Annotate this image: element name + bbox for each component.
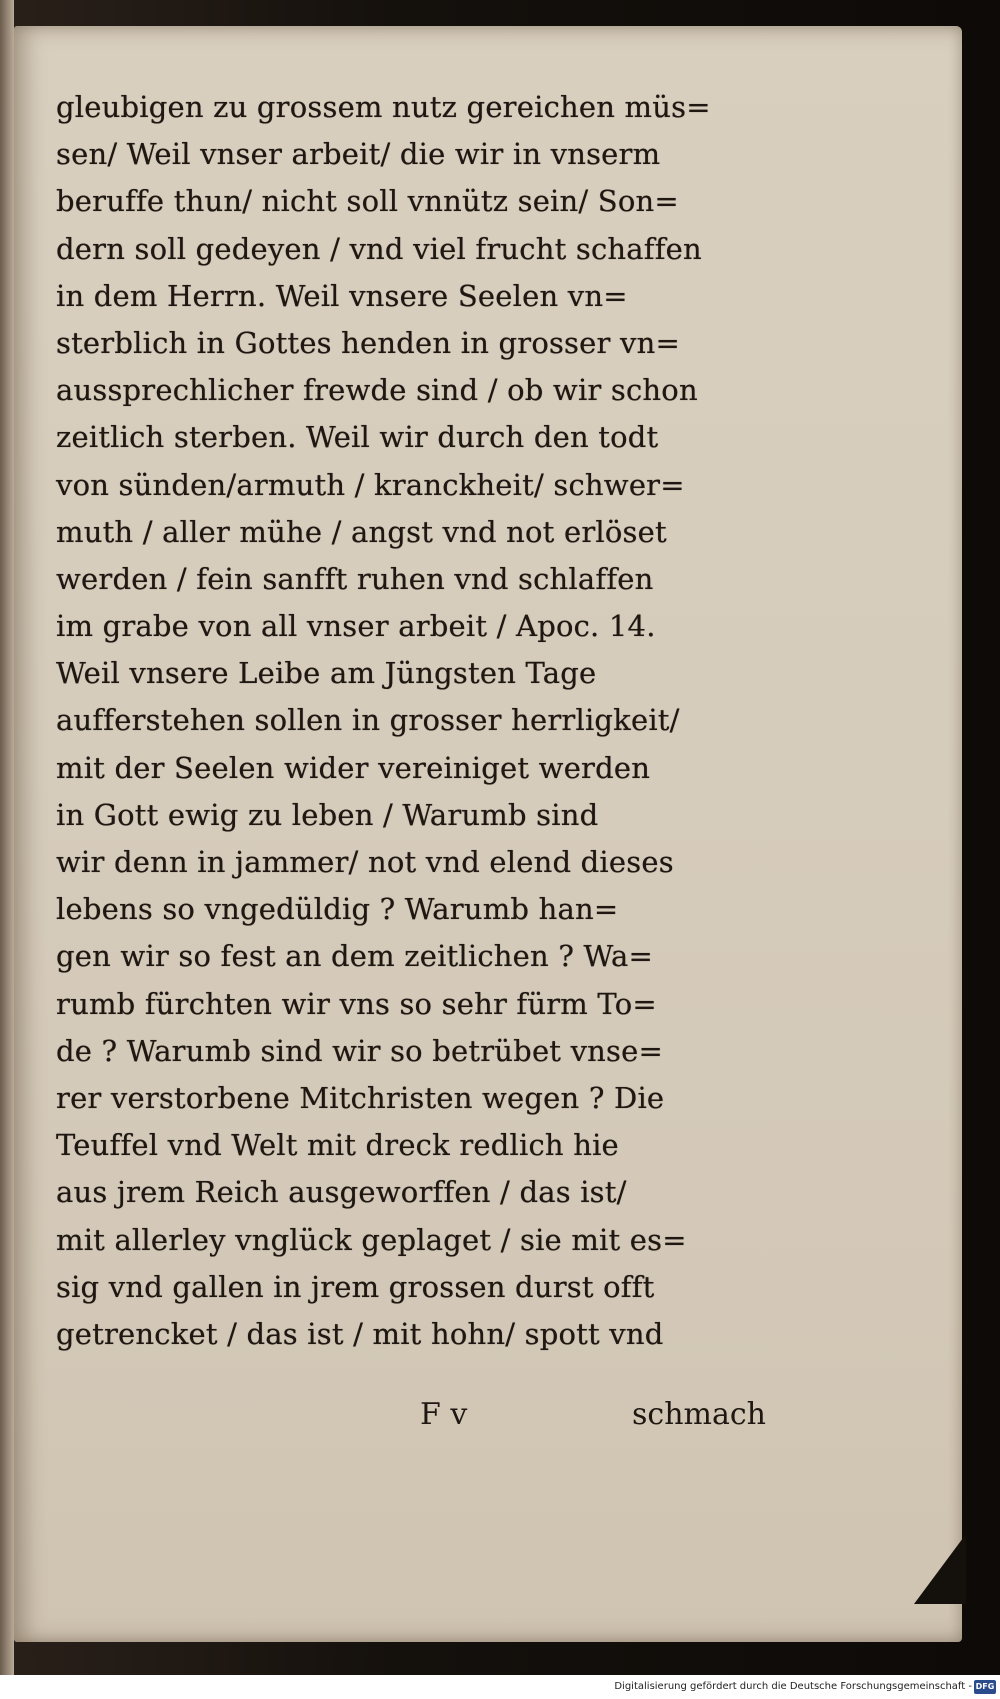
text-line: in Gott ewig zu leben / Warumb sind <box>56 797 599 832</box>
text-line: mit der Seelen wider vereiniget werden <box>56 750 651 785</box>
catchword: schmach <box>632 1397 766 1432</box>
text-line: de ? Warumb sind wir so betrübet vnse= <box>56 1033 663 1068</box>
text-line: getrencket / das ist / mit hohn/ spott vnd <box>56 1316 664 1351</box>
text-line: mit allerley vnglück geplaget / sie mit es= <box>56 1222 687 1257</box>
text-line: wir denn in jammer/ not vnd elend dieses <box>56 845 674 879</box>
text-line: sterblich in Gottes henden in grosser vn= <box>56 325 680 360</box>
text-line: dern soll gedeyen / vnd viel frucht schaffen <box>56 231 702 266</box>
text-line: Weil vnsere Leibe am Jüngsten Tage <box>56 656 597 691</box>
text-line: aus jrem Reich ausgeworffen / das ist/ <box>56 1175 627 1210</box>
dfg-logo: DFG <box>974 1680 996 1694</box>
text-line: gen wir so fest an dem zeitlichen ? Wa= <box>56 939 653 974</box>
signature-mark: F v <box>420 1397 468 1432</box>
text-line: von sünden/armuth / kranckheit/ schwer= <box>56 467 685 502</box>
text-line: rumb fürchten wir vns so sehr fürm To= <box>56 986 657 1021</box>
digitization-credit: Digitalisierung gefördert durch die Deutsche Forschungsgemeinschaft - <box>614 1681 972 1692</box>
book-page <box>14 26 962 1642</box>
text-line: sig vnd gallen in jrem grossen durst offt <box>56 1269 655 1304</box>
page-footer-line <box>56 1391 786 1439</box>
page-text <box>56 84 786 1358</box>
text-line: aussprechlicher frewde sind / ob wir schon <box>56 373 698 408</box>
text-line: muth / aller mühe / angst vnd not erlöset <box>56 514 667 549</box>
text-line: rer verstorbene Mitchristen wegen ? Die <box>56 1080 665 1115</box>
text-line: aufferstehen sollen in grosser herrligkeit/ <box>56 703 680 738</box>
text-line: beruffe thun/ nicht soll vnnütz sein/ Son= <box>56 184 679 219</box>
text-line: in dem Herrn. Weil vnsere Seelen vn= <box>56 278 628 313</box>
text-line: gleubigen zu grossem nutz gereichen müs= <box>56 90 711 124</box>
text-line: im grabe von all vnser arbeit / Apoc. 14. <box>56 609 656 644</box>
text-line: lebens so vngedüldig ? Warumb han= <box>56 892 619 927</box>
text-line: Teuffel vnd Welt mit dreck redlich hie <box>56 1128 619 1163</box>
digitization-credit-bar <box>0 1675 1000 1699</box>
text-line: sen/ Weil vnser arbeit/ die wir in vnserm <box>56 137 661 172</box>
text-line: zeitlich sterben. Weil wir durch den todt <box>56 420 659 455</box>
text-line: werden / fein sanfft ruhen vnd schlaffen <box>56 561 654 596</box>
adjacent-page-edge <box>0 0 14 1699</box>
